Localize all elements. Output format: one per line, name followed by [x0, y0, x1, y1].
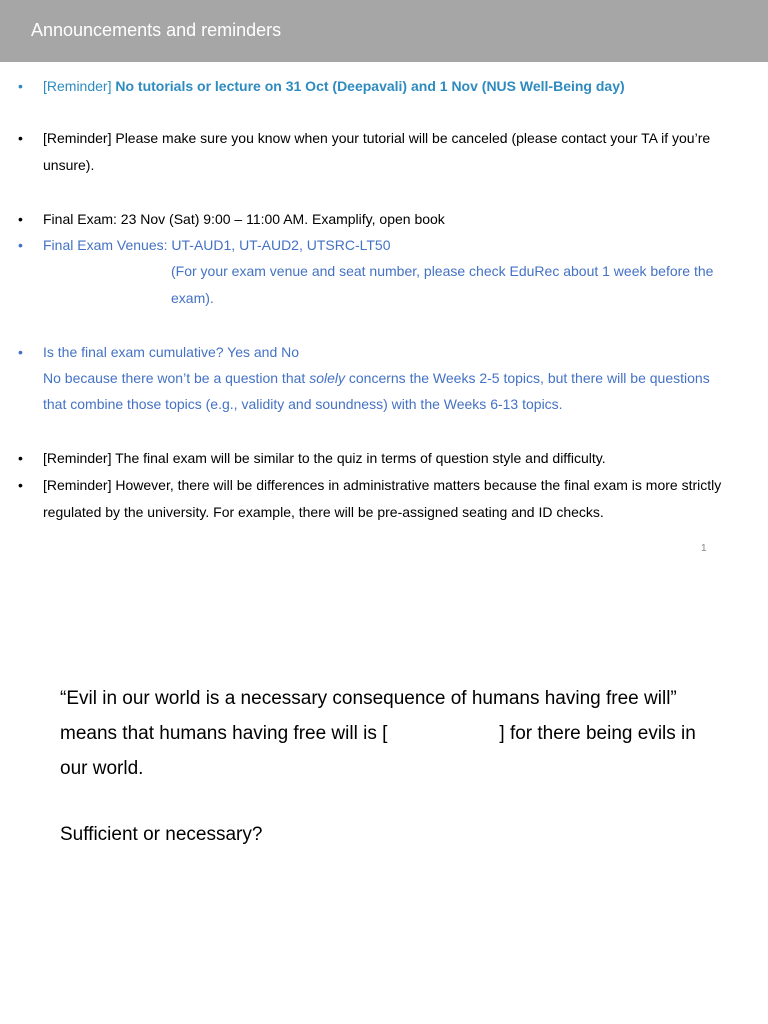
question-prompt: Sufficient or necessary? — [60, 824, 263, 845]
text-span: means that humans having free will is [ — [60, 723, 388, 744]
bullet-icon: • — [18, 344, 23, 360]
announcement-text — [43, 370, 710, 386]
announcement-subtext: (For your exam venue and seat number, please check EduRec about 1 week before the — [171, 263, 714, 279]
bullet-icon: • — [18, 477, 23, 493]
announcement-text: Is the final exam cumulative? Yes and No — [43, 344, 300, 360]
announcement-text: No tutorials or lecture on 31 Oct (Deepavali) and 1 Nov (NUS Well-Being day) — [115, 78, 625, 94]
slide-title: Announcements and reminders — [31, 20, 282, 40]
announcement-text: that combine those topics (e.g., validity and soundness) with the Weeks 6-13 topics. — [43, 396, 563, 412]
emphasis-text: solely — [309, 370, 345, 386]
question-text — [60, 723, 696, 745]
page-number: 1 — [701, 543, 707, 554]
text-span: concerns the Weeks 2-5 topics, but there will be questions — [344, 370, 710, 386]
announcement-text: [Reminder] The final exam will be similar to the quiz in terms of question style and difficulty. — [43, 450, 606, 466]
question-text: “Evil in our world is a necessary consequence of humans having free will” — [60, 688, 677, 709]
reminder-prefix: [Reminder] — [43, 78, 116, 94]
announcement-text: unsure). — [43, 157, 95, 173]
bullet-icon: • — [18, 78, 23, 94]
announcement-text: [Reminder] Please make sure you know when your tutorial will be canceled (please contact your TA if you’re — [43, 130, 711, 146]
announcement-text: regulated by the university. For example, there will be pre-assigned seating and ID checks. — [43, 504, 604, 520]
announcement-item — [43, 78, 625, 94]
bullet-icon: • — [18, 211, 23, 227]
text-span: ] for there being evils in — [499, 723, 696, 744]
announcement-text: Final Exam Venues: UT-AUD1, UT-AUD2, UTSRC-LT50 — [43, 237, 391, 253]
bullet-icon: • — [18, 130, 23, 146]
text-span: No because there won’t be a question that — [43, 370, 310, 386]
announcement-text: Final Exam: 23 Nov (Sat) 9:00 – 11:00 AM. Examplify, open book — [43, 211, 445, 227]
question-text: our world. — [60, 758, 144, 779]
bullet-icon: • — [18, 450, 23, 466]
announcement-text: [Reminder] However, there will be differences in administrative matters because the final exam is more strictly — [43, 477, 722, 493]
bullet-icon: • — [18, 237, 23, 253]
slide-header — [0, 0, 768, 62]
announcement-subtext: exam). — [171, 290, 214, 306]
slide-2 — [0, 560, 768, 1024]
